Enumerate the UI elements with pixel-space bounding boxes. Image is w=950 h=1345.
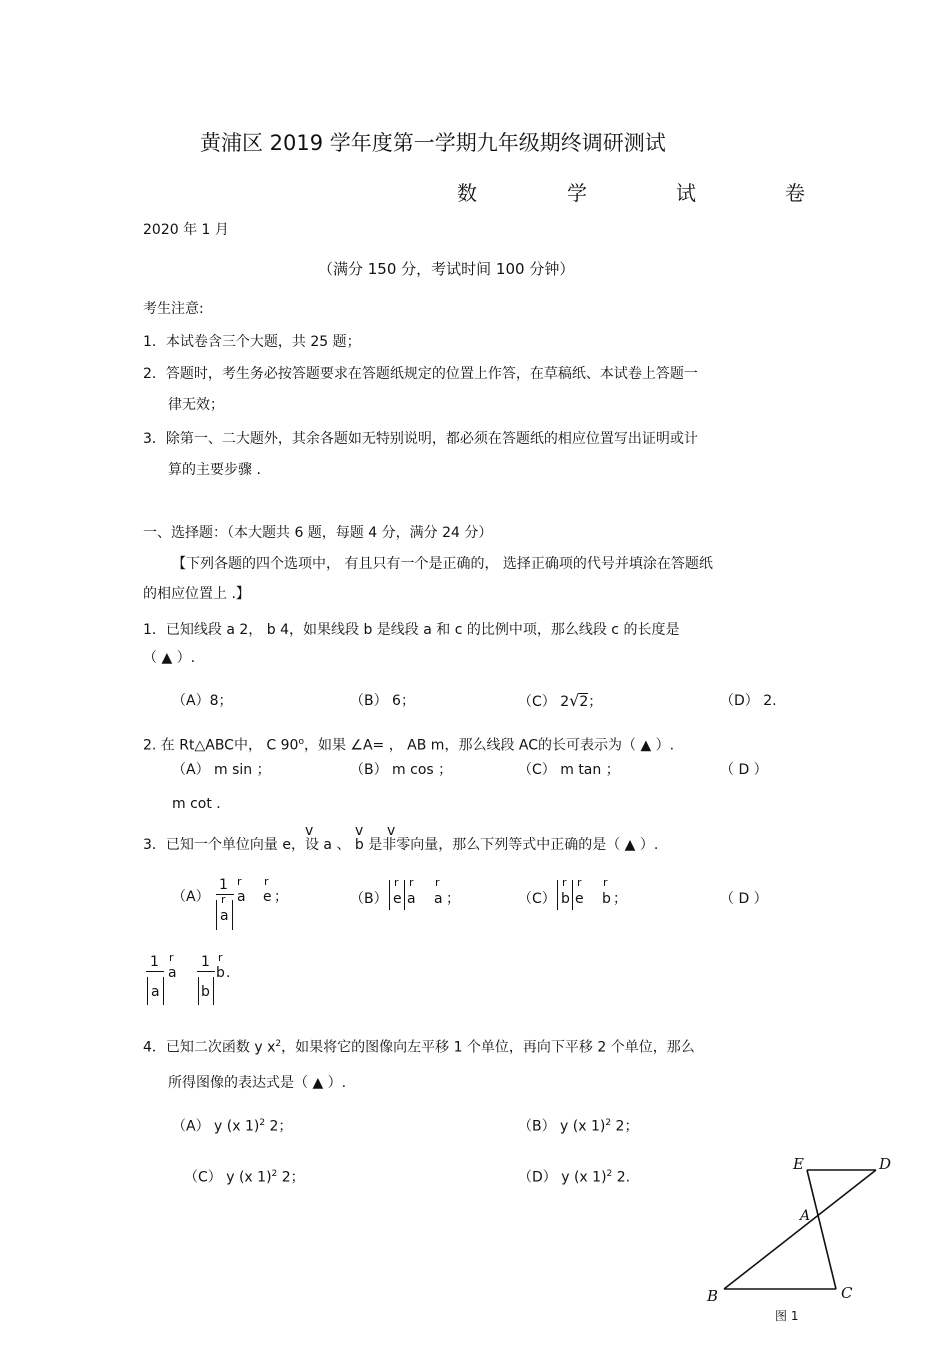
section1-heading: 一、选择题：（本大题共 6 题，每题 4 分，满分 24 分） [143, 525, 493, 541]
q2-stem-part2: ，如果 ∠A= ， AB m，那么线段 AC的长可表示为（ ▲ ）. [303, 737, 675, 754]
symbol-b: b [602, 891, 611, 907]
symbol-a: a [220, 908, 229, 924]
symbol-b: b [201, 984, 210, 1000]
q2-option-d: （ D ） [720, 762, 768, 778]
vector-mark: r [169, 951, 174, 964]
semicolon: ； [613, 891, 627, 907]
q1-option-d: （D） 2. [720, 693, 777, 709]
q4-option-b [518, 1114, 638, 1136]
q4-option-d-main: （D） y (x 1) [518, 1169, 607, 1186]
fraction-numerator: 1 [219, 877, 228, 893]
q2-option-d-content: m cot . [172, 796, 221, 812]
exponent: 2 [275, 1039, 282, 1049]
abs-bar [163, 977, 164, 1005]
q1-stem-line2: （ ▲ ）. [143, 650, 196, 666]
q4-option-a-main: （A） y (x 1) [172, 1118, 260, 1135]
note-1: 1．本试卷含三个大题，共 25 题； [143, 334, 361, 350]
vector-mark: r [603, 876, 608, 889]
q4-option-d-end: 2. [612, 1169, 631, 1186]
q4-option-c-main: （C） y (x 1) [184, 1169, 272, 1186]
exponent: 2 [259, 1118, 266, 1128]
q4-stem-line1 [143, 1035, 695, 1057]
q3-option-c-label: （C） [518, 891, 556, 907]
q4-option-b-main: （B） y (x 1) [518, 1118, 606, 1135]
point-label-c: C [841, 1284, 853, 1302]
point-label-e: E [793, 1155, 804, 1173]
point-label-d: D [879, 1155, 892, 1173]
fraction-bar [197, 971, 215, 972]
q4-option-c-end: 2； [277, 1169, 305, 1186]
degree-mark: o [298, 737, 304, 747]
q3-option-d-label: （ D ） [720, 891, 768, 907]
symbol-e: e [393, 891, 402, 907]
note-2-line2: 律无效； [168, 397, 224, 413]
abs-bar [557, 880, 558, 910]
vector-mark: r [237, 875, 242, 888]
q1-option-c-end: ； [588, 694, 603, 710]
q4-option-a-end: 2； [265, 1118, 293, 1135]
radical-sign: √ [569, 691, 580, 710]
note-2-line1: 2．答题时，考生务必按答题要求在答题纸规定的位置上作答，在草稿纸、本试卷上答题一 [143, 366, 698, 382]
geometry-figure [700, 1152, 900, 1322]
segment-EC [807, 1170, 836, 1289]
symbol-e: e [575, 891, 584, 907]
exponent: 2 [271, 1169, 278, 1179]
q4-option-a [172, 1114, 292, 1136]
fraction-bar [146, 971, 164, 972]
fraction-numerator: 1 [150, 954, 159, 970]
symbol-a: a [434, 891, 443, 907]
q4-stem-part1: 4．已知二次函数 y x [143, 1039, 276, 1056]
symbol-a: a [237, 889, 246, 905]
exponent: 2 [606, 1169, 613, 1179]
note-3-line1: 3．除第一、二大题外，其余各题如无特别说明，都必须在答题纸的相应位置写出证明或计 [143, 431, 698, 447]
q4-option-d [518, 1165, 630, 1187]
semicolon: ； [446, 891, 460, 907]
section1-instruction-line1: 【下列各题的四个选项中， 有且只有一个是正确的， 选择正确项的代号并填涂在答题纸 [172, 556, 713, 572]
q3-option-a-label: （A） [172, 889, 210, 905]
vector-mark: r [435, 876, 440, 889]
subject-char-2: 学 [567, 181, 587, 205]
note-3-line2: 算的主要步骤 . [168, 462, 261, 478]
q3-stem: 3．已知一个单位向量 e，设 a 、 b 是非零向量，那么下列等式中正确的是（ ▲ ）. [143, 837, 659, 853]
exponent: 2 [605, 1118, 612, 1128]
q2-option-c: （C） m tan ； [518, 762, 620, 778]
q2-stem-part1: 2. 在 Rt△ABC中， C 90 [143, 737, 299, 754]
abs-bar [198, 977, 199, 1005]
figure-caption: 图 1 [775, 1309, 799, 1323]
fraction-numerator: 1 [201, 954, 210, 970]
point-label-b: B [707, 1287, 719, 1305]
abs-bar [572, 880, 573, 910]
section1-instruction-line2: 的相应位置上 .】 [143, 586, 250, 602]
abs-bar [404, 880, 405, 910]
vector-arrow-a: v [355, 823, 364, 839]
q4-option-c [184, 1165, 305, 1187]
q2-option-b: （B） m cos ； [350, 762, 453, 778]
vector-mark: r [264, 875, 269, 888]
vector-mark: r [221, 893, 226, 906]
q4-stem-part2: ，如果将它的图像向左平移 1 个单位，再向下平移 2 个单位，那么 [281, 1039, 695, 1056]
q1-option-c [518, 692, 602, 711]
period: . [226, 965, 231, 981]
abs-bar [389, 880, 390, 910]
symbol-b: b [216, 965, 225, 981]
subject-char-3: 试 [676, 181, 696, 205]
semicolon: ； [274, 889, 288, 905]
abs-bar [216, 900, 217, 930]
vector-mark: r [394, 876, 399, 889]
segment-DB [724, 1170, 876, 1289]
q3-option-b-label: （B） [350, 891, 388, 907]
symbol-a: a [168, 965, 177, 981]
abs-bar [232, 900, 233, 930]
q2-stem [143, 733, 674, 755]
score-time: （满分 150 分，考试时间 100 分钟） [318, 260, 575, 278]
point-label-a: A [800, 1208, 811, 1224]
subject-char-4: 卷 [785, 181, 805, 205]
q2-option-a: （A） m sin ； [172, 762, 271, 778]
exam-date: 2020 年 1 月 [143, 222, 229, 238]
q1-option-c-radicand: 2 [579, 694, 589, 710]
q1-option-b: （B） 6； [350, 693, 415, 709]
subject-char-1: 数 [457, 181, 477, 205]
abs-bar [213, 977, 214, 1005]
q4-stem-line2: 所得图像的表达式是（ ▲ ）. [168, 1075, 347, 1091]
q1-option-a: （A）8； [172, 693, 233, 709]
exam-title: 黄浦区 2019 学年度第一学期九年级期终调研测试 [200, 131, 666, 155]
vector-arrow-b: v [387, 823, 396, 839]
q1-stem-line1: 1．已知线段 a 2， b 4，如果线段 b 是线段 a 和 c 的比例中项，那么线段 c 的长度是 [143, 622, 680, 638]
vector-mark: r [577, 876, 582, 889]
vector-mark: r [218, 951, 223, 964]
symbol-e: e [263, 889, 272, 905]
vector-mark: r [562, 876, 567, 889]
abs-bar [147, 977, 148, 1005]
notes-heading: 考生注意: [143, 301, 204, 317]
vector-mark: r [409, 876, 414, 889]
q1-option-c-prefix: （C） 2 [518, 694, 570, 710]
symbol-b: b [561, 891, 570, 907]
q4-option-b-end: 2； [611, 1118, 639, 1135]
symbol-a: a [407, 891, 416, 907]
symbol-a: a [151, 984, 160, 1000]
vector-arrow-e: v [305, 823, 314, 839]
